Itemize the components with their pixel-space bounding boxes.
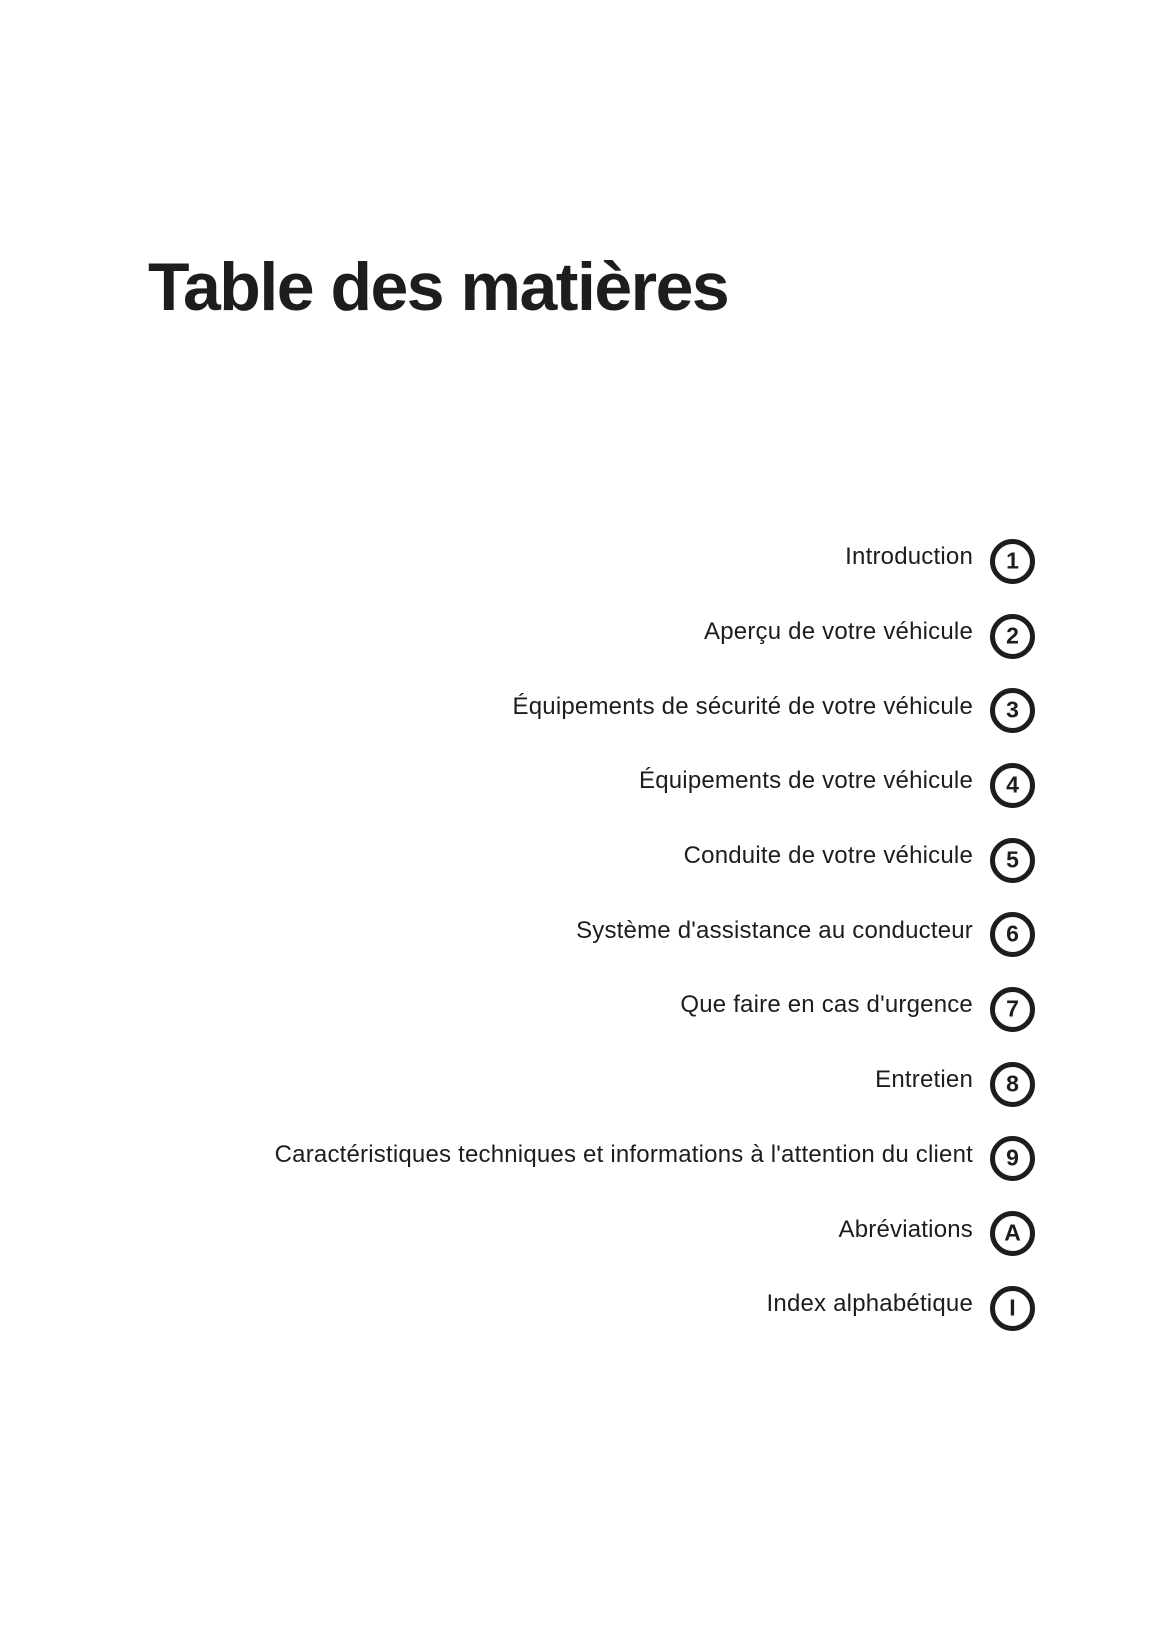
chapter-number-badge-text: A	[1004, 1219, 1021, 1246]
toc-item-label: Aperçu de votre véhicule	[704, 618, 973, 646]
chapter-number-badge-text: 5	[1006, 846, 1019, 873]
toc-item-label: Système d'assistance au conducteur	[576, 916, 973, 944]
chapter-number-badge	[990, 1211, 1035, 1256]
chapter-number-badge	[990, 838, 1035, 883]
toc-item[interactable]	[0, 893, 1035, 968]
chapter-number-badge	[990, 539, 1035, 584]
chapter-number-badge	[990, 912, 1035, 957]
chapter-number-badge	[990, 614, 1035, 659]
toc-item-label: Que faire en cas d'urgence	[680, 991, 973, 1019]
chapter-number-badge	[990, 688, 1035, 733]
toc-item[interactable]	[0, 968, 1035, 1043]
toc-item-label: Index alphabétique	[766, 1290, 973, 1318]
toc-item-label: Équipements de sécurité de votre véhicule	[512, 692, 973, 720]
toc-item-label: Caractéristiques techniques et informations à l'attention du client	[274, 1140, 973, 1168]
toc-item[interactable]	[0, 520, 1035, 595]
chapter-number-badge-text: 9	[1006, 1144, 1019, 1171]
toc-item-label: Conduite de votre véhicule	[683, 842, 973, 870]
chapter-number-badge-text: 2	[1006, 622, 1019, 649]
toc-item-label: Entretien	[875, 1066, 973, 1094]
chapter-number-badge-text: 6	[1006, 920, 1019, 947]
toc-list	[0, 520, 1035, 1342]
chapter-number-badge	[990, 1062, 1035, 1107]
chapter-number-badge	[990, 1136, 1035, 1181]
toc-item[interactable]	[0, 1267, 1035, 1342]
toc-item[interactable]	[0, 595, 1035, 670]
toc-item[interactable]	[0, 819, 1035, 894]
chapter-number-badge-text: 8	[1006, 1070, 1019, 1097]
page-title: Table des matières	[148, 249, 729, 325]
chapter-number-badge-text: I	[1009, 1294, 1016, 1321]
chapter-number-badge-text: 3	[1006, 696, 1019, 723]
toc-item[interactable]	[0, 1043, 1035, 1118]
chapter-number-badge-text: 7	[1006, 995, 1019, 1022]
chapter-number-badge-text: 1	[1006, 547, 1019, 574]
chapter-number-badge	[990, 987, 1035, 1032]
toc-item-label: Introduction	[845, 543, 973, 571]
toc-item-label: Abréviations	[838, 1215, 973, 1243]
chapter-number-badge-text: 4	[1006, 771, 1019, 798]
toc-item-label: Équipements de votre véhicule	[639, 767, 973, 795]
toc-item[interactable]	[0, 744, 1035, 819]
toc-item[interactable]	[0, 669, 1035, 744]
chapter-number-badge	[990, 763, 1035, 808]
chapter-number-badge	[990, 1286, 1035, 1331]
toc-item[interactable]	[0, 1118, 1035, 1193]
toc-item[interactable]	[0, 1192, 1035, 1267]
